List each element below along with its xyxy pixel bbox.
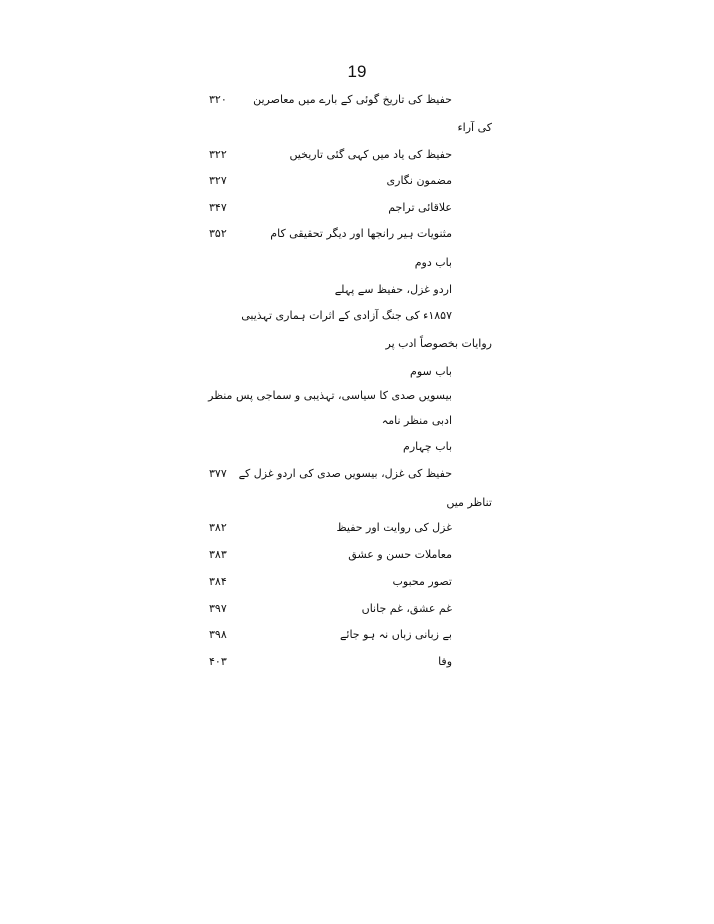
toc-entry-text: مضمون نگاری: [386, 174, 452, 187]
page-number: 19: [347, 62, 367, 81]
toc-entry-page: ۳۵۲: [209, 227, 227, 240]
toc-entry-text: روایات بخصوصاً ادب پر: [385, 337, 492, 350]
toc-entry-text: تناظر میں: [446, 496, 492, 509]
toc-entry-text: حفیظ کی تاریخ گوئی کے بارے میں معاصرین: [253, 93, 452, 106]
toc-entry-text: بے زبانی زباں نہ ہو جائے: [339, 628, 452, 641]
toc-entry-page: ۳۸۴: [209, 575, 227, 588]
toc-entry-text: کی آراء: [457, 121, 492, 134]
toc-entry-text: باب سوم: [410, 365, 452, 378]
toc-entry-text: باب چہارم: [403, 440, 452, 453]
toc-entry-text: تصور محبوب: [392, 575, 452, 588]
toc-entry-text: غم عشق، غم جاناں: [361, 602, 452, 615]
toc-entry-page: ۳۲۲: [209, 148, 227, 161]
toc-entry-page: ۳۴۷: [209, 201, 227, 214]
toc-entry-text: ۱۸۵۷ء کی جنگ آزادی کے اثرات ہماری تہذیبی: [241, 309, 452, 322]
toc-entry-page: ۳۹۷: [209, 602, 227, 615]
toc-entry-text: باب دوم: [414, 256, 452, 269]
toc-entry-text: حفیظ کی یاد میں کہی گئی تاریخیں: [289, 148, 452, 161]
toc-entry-page: ۴۰۳: [209, 655, 227, 668]
toc-entry-text: معاملات حسن و عشق: [348, 548, 452, 561]
toc-entry-page: ۳۸۲: [209, 521, 227, 534]
toc-entry-text: حفیظ کی غزل، بیسویں صدی کی اردو غزل کے: [238, 467, 452, 480]
toc-entry-text: وفا: [438, 655, 452, 668]
toc-entry-page: ۳۸۳: [209, 548, 227, 561]
toc-entry-text: غزل کی روایت اور حفیظ: [336, 521, 452, 534]
toc-entry-text: علاقائی تراجم: [388, 201, 452, 214]
toc-entry-text: بیسویں صدی کا سیاسی، تہذیبی و سماجی پس منظر: [208, 389, 452, 402]
toc-entry-page: ۳۲۷: [209, 174, 227, 187]
toc-entry-text: ادبی منظر نامہ: [381, 414, 452, 427]
toc-entry-page: ۳۷۷: [209, 467, 227, 480]
toc-entry-text: اردو غزل، حفیظ سے پہلے: [334, 283, 452, 296]
toc-entry-text: مثنویات ہیر رانجھا اور دیگر تحقیقی کام: [270, 227, 452, 240]
toc-entry-page: ۳۹۸: [209, 628, 227, 641]
toc-entry-page: ۳۲۰: [209, 93, 227, 106]
